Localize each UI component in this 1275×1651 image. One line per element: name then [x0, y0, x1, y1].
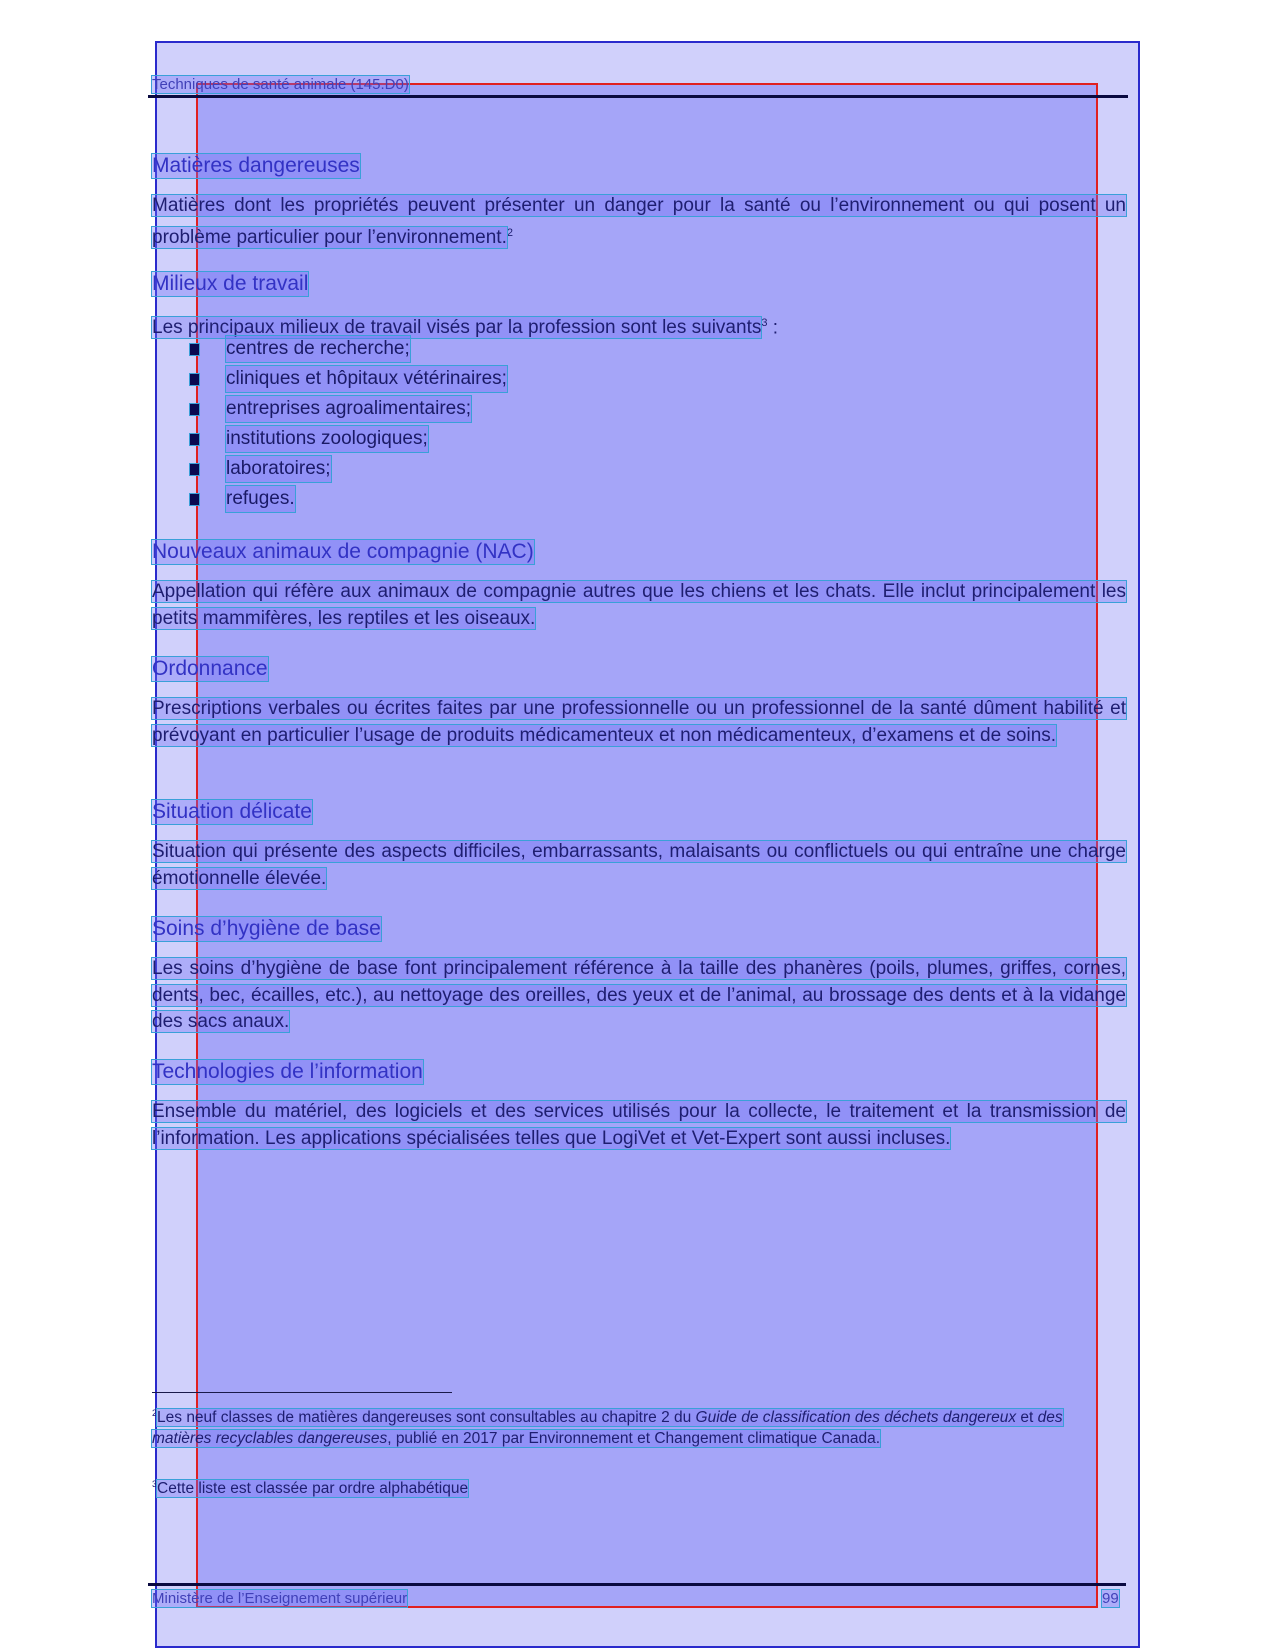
- term-heading: Situation délicate: [152, 800, 312, 823]
- definition-text: Ensemble du matériel, des logiciels et des services utilisés pour la collecte, le traitement et la transmission de l’information. Les applications spécialisées telles que LogiVet et Vet-Expert sont aussi incluses.: [152, 1101, 1126, 1149]
- definition-paragraph: [152, 579, 1126, 632]
- definition-paragraph: [152, 696, 1126, 749]
- footnote-ref[interactable]: 3: [761, 317, 768, 329]
- list-item-text: refuges.: [226, 486, 295, 512]
- footnote-text: Les neuf classes de matières dangereuses sont consultables au chapitre 2 du Guide de classification des déchets dangereux et des matières recyclables dangereuses, publié en 2017 par Environnement et Changement climatique Canada.: [152, 1409, 1063, 1448]
- definition-text: Appellation qui réfère aux animaux de compagnie autres que les chiens et les chats. Elle inclut principalement les petits mammifères, les reptiles et les oiseaux.: [152, 581, 1126, 629]
- bullet-icon: [190, 464, 199, 475]
- list-item-text: institutions zoologiques;: [226, 426, 428, 452]
- term-heading: Soins d’hygiène de base: [152, 917, 381, 940]
- term-heading: Milieux de travail: [152, 272, 309, 295]
- definition-paragraph: [152, 956, 1126, 1036]
- header-rule: [148, 95, 1128, 98]
- bullet-icon: [190, 344, 199, 355]
- footnote: [152, 1474, 1112, 1499]
- definition-paragraph: [152, 193, 1126, 251]
- term-heading: Ordonnance: [152, 657, 268, 680]
- list-item-text: laboratoires;: [226, 456, 331, 482]
- definition-text: Situation qui présente des aspects difficiles, embarrassants, malaisants ou conflictuels ou qui entraîne une charge émotionnelle élevée.: [152, 841, 1126, 889]
- list-item-text: entreprises agroalimentaires;: [226, 396, 471, 422]
- bullet-icon: [190, 404, 199, 415]
- running-header: Techniques de santé animale (145.D0): [152, 76, 409, 93]
- bullet-icon: [190, 494, 199, 505]
- term-heading: Nouveaux animaux de compagnie (NAC): [152, 540, 534, 563]
- footnote-marker: 3: [152, 1479, 158, 1489]
- footnote-text: Cette liste est classée par ordre alphabétique: [157, 1480, 469, 1498]
- page-number: 99: [1102, 1590, 1119, 1607]
- term-heading: Matières dangereuses: [152, 154, 360, 177]
- footnote-marker: 2: [152, 1408, 158, 1418]
- footer-ministry: Ministère de l’Enseignement supérieur: [152, 1590, 408, 1607]
- definition-text: Les soins d’hygiène de base font principalement référence à la taille des phanères (poils, plumes, griffes, cornes, dents, bec, écailles, etc.), au nettoyage des oreilles, des yeux et de l’animal, au brossage des dents et à la vidange des sacs anaux.: [152, 958, 1126, 1032]
- footer-rule: [148, 1583, 1126, 1586]
- term-heading: Technologies de l’information: [152, 1060, 423, 1083]
- definition-paragraph: [152, 839, 1126, 892]
- definition-text: Les principaux milieux de travail visés par la profession sont les suivants: [152, 317, 762, 339]
- bullet-icon: [190, 374, 199, 385]
- definition-text: Prescriptions verbales ou écrites faites par une professionnelle ou un professionnel de la santé dûment habilité et prévoyant en particulier l’usage de produits médicamenteux et non médicamenteux, d’examens et de soins.: [152, 698, 1126, 746]
- list-item-text: centres de recherche;: [226, 336, 410, 362]
- footnote: [152, 1403, 1112, 1449]
- footnote-ref[interactable]: 2: [506, 226, 513, 239]
- definition-paragraph: [152, 1099, 1126, 1152]
- footnote-separator: [152, 1392, 452, 1393]
- definition-text: Matières dont les propriétés peuvent présenter un danger pour la santé ou l’environnement ou qui posent un problème particulier pour l’environnement.: [152, 195, 1126, 248]
- bullet-icon: [190, 434, 199, 445]
- definition-paragraph: Les principaux milieux de travail visés par la profession sont les suivants$^3$ :: [152, 317, 779, 339]
- list-item-text: cliniques et hôpitaux vétérinaires;: [226, 366, 507, 392]
